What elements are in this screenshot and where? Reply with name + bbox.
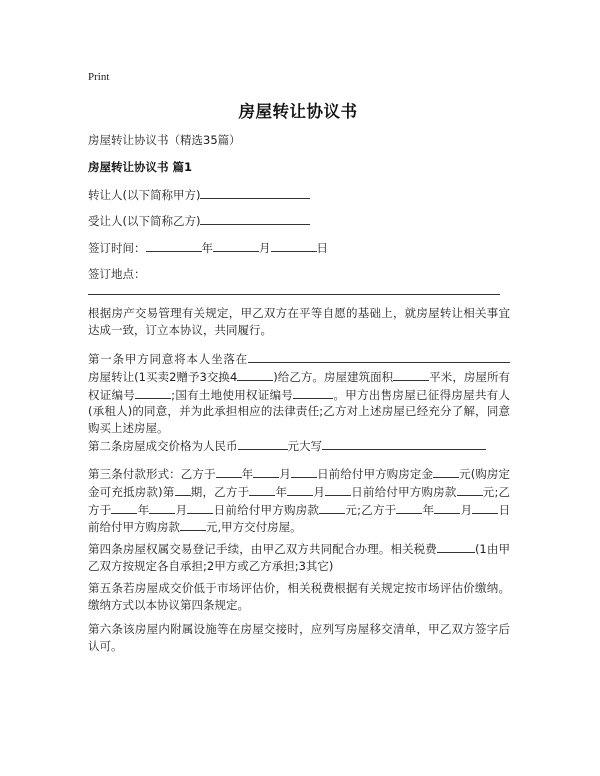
transferor-blank[interactable] bbox=[200, 186, 310, 199]
art3-year: 年 bbox=[241, 467, 254, 481]
art4-tax-blank[interactable] bbox=[437, 540, 475, 553]
art1-cert-blank[interactable] bbox=[135, 386, 171, 399]
art4-text-a: 第四条房屋权属交易登记手续，由甲乙双方共同配合办理。相关税费 bbox=[88, 542, 437, 556]
section-heading: 房屋转让协议书 篇1 bbox=[88, 160, 193, 174]
art1-text-f: 。甲方出售房屋已征得房屋共有人(承租人)的同意，并为此承担相应的法律责任;乙方对上述房屋已经充分了解，同意购买上述房屋。 bbox=[88, 387, 511, 436]
print-link[interactable]: Print bbox=[88, 71, 110, 83]
year-label: 年 bbox=[201, 241, 213, 255]
art3-text-g: 元,甲方交付房屋。 bbox=[206, 520, 302, 535]
art2-price-words-blank[interactable] bbox=[322, 437, 486, 450]
sign-place-blank[interactable] bbox=[88, 294, 500, 295]
art3-text-e: 日前给付甲方购房款 bbox=[351, 484, 457, 499]
art3-blank-15[interactable] bbox=[434, 501, 460, 514]
art3-blank-11[interactable] bbox=[149, 501, 175, 514]
art3-text-e-3: 日前给付甲方购房款 bbox=[88, 502, 511, 535]
art3-blank-14[interactable] bbox=[396, 501, 422, 514]
month-label: 月 bbox=[259, 241, 271, 255]
sign-place-label: 签订地点： bbox=[88, 267, 146, 281]
intro-paragraph: 根据房产交易管理有关规定，甲乙双方在平等自愿的基础上，就房屋转让相关事宜达成一致，订立本协议，共同履行。 bbox=[88, 306, 510, 337]
art3-blank-17[interactable] bbox=[180, 518, 206, 531]
art3-text-e-2: 日前给付甲方购房款 bbox=[213, 502, 320, 517]
art3-year-3: 年 bbox=[137, 502, 150, 517]
art1-land-cert-blank[interactable] bbox=[293, 386, 333, 399]
transferor-label: 转让人(以下简称甲方) bbox=[88, 188, 201, 202]
document-subtitle: 房屋转让协议书（精选35篇） bbox=[88, 133, 241, 147]
article-1 bbox=[88, 350, 510, 437]
transferee-blank[interactable] bbox=[200, 212, 310, 225]
art3-blank-12[interactable] bbox=[187, 501, 213, 514]
art4-text-b: (1由甲乙双方按规定各自承担;2甲方或乙方承担;3其它) bbox=[88, 542, 511, 573]
day-label: 日 bbox=[316, 241, 328, 255]
article-6: 第六条该房屋内附属设施等在房屋交接时，应列写房屋移交清单，甲乙双方签字后认可。 bbox=[88, 622, 510, 653]
sign-day-blank[interactable] bbox=[271, 239, 317, 252]
art3-text-c: 元(购房定金可充抵房款)第 bbox=[88, 467, 511, 499]
art3-blank-4[interactable] bbox=[433, 465, 459, 478]
art1-text-b: 房屋转让(1买卖2赠予3交换4 bbox=[88, 369, 238, 384]
art3-blank-10[interactable] bbox=[111, 501, 137, 514]
art3-blank-9[interactable] bbox=[457, 483, 483, 496]
art3-month-4: 月 bbox=[460, 502, 473, 517]
art3-year-4: 年 bbox=[422, 502, 435, 517]
transferee-field bbox=[88, 212, 310, 230]
art1-text-d: 平米，房屋所有权证编号 bbox=[88, 369, 510, 402]
article-4 bbox=[88, 540, 510, 575]
transferee-label: 受让人(以下简称乙方) bbox=[88, 214, 201, 228]
article-5: 第五条若房屋成交价低于市场评估价，相关税费根据有关规定按市场评估价缴纳。缴纳方式以本协议第四条规定。 bbox=[88, 581, 510, 612]
art3-blank-1[interactable] bbox=[216, 465, 242, 478]
art3-text-d: 期，乙方于 bbox=[190, 484, 250, 499]
art3-month: 月 bbox=[279, 467, 291, 481]
art3-blank-7[interactable] bbox=[287, 483, 313, 496]
art3-blank-3[interactable] bbox=[291, 465, 317, 478]
sign-place-field bbox=[88, 266, 146, 283]
sign-time-label: 签订时间： bbox=[88, 241, 146, 255]
art1-location-blank[interactable] bbox=[248, 350, 510, 363]
art1-text-c: )给乙方。房屋建筑面积 bbox=[273, 369, 394, 384]
art3-text-b: 日前给付甲方购房定金 bbox=[316, 467, 434, 481]
art3-blank-5[interactable] bbox=[175, 483, 191, 496]
art3-blank-8[interactable] bbox=[325, 483, 351, 496]
sign-year-blank[interactable] bbox=[146, 239, 202, 252]
art1-text-a: 第一条甲方同意将本人坐落在 bbox=[88, 352, 248, 366]
sign-month-blank[interactable] bbox=[213, 239, 259, 252]
document-title: 房屋转让协议书 bbox=[238, 102, 358, 121]
art3-text-f: 元;乙方于 bbox=[88, 484, 511, 517]
art3-month-3: 月 bbox=[175, 502, 188, 517]
art3-blank-2[interactable] bbox=[253, 465, 279, 478]
art1-text-e: ;国有土地使用权证编号 bbox=[171, 387, 294, 402]
art3-text-f-2: 元;乙方于 bbox=[345, 502, 397, 517]
sign-time-field bbox=[88, 239, 328, 257]
article-3 bbox=[88, 465, 510, 536]
art3-blank-13[interactable] bbox=[319, 501, 345, 514]
art1-area-blank[interactable] bbox=[393, 368, 429, 381]
art2-text-b: 元大写 bbox=[287, 439, 322, 453]
art3-blank-6[interactable] bbox=[249, 483, 275, 496]
art3-year-2: 年 bbox=[275, 484, 288, 499]
transferor-field bbox=[88, 186, 310, 204]
art3-month-2: 月 bbox=[313, 484, 326, 499]
art1-type-blank[interactable] bbox=[237, 368, 273, 381]
art2-price-blank[interactable] bbox=[238, 437, 288, 450]
art3-text-a: 第三条付款形式：乙方于 bbox=[88, 467, 216, 481]
art3-blank-16[interactable] bbox=[472, 501, 498, 514]
art2-text-a: 第二条房屋成交价格为人民币 bbox=[88, 439, 238, 453]
article-2 bbox=[88, 437, 486, 455]
